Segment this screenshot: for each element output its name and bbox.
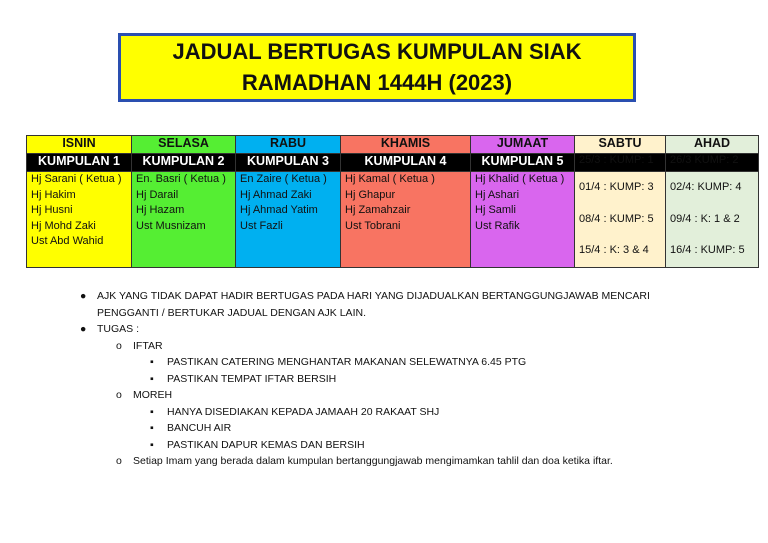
schedule-table	[26, 135, 759, 268]
title-line-2: RAMADHAN 1444H (2023)	[241, 70, 513, 95]
note-item	[80, 453, 650, 470]
square-bullet-icon: ▪	[150, 422, 154, 434]
group-3-name: KUMPULAN 3	[236, 154, 341, 172]
square-bullet-icon: ▪	[150, 405, 154, 418]
member: Hj Ghapur	[345, 188, 396, 201]
group-1-name: KUMPULAN 1	[27, 154, 132, 172]
ahad-date-2: 02/4: KUMP: 4	[670, 181, 742, 194]
note-text: PASTIKAN TEMPAT IFTAR BERSIH	[167, 372, 337, 385]
member: Hj Sarani ( Ketua )	[31, 173, 122, 185]
ahad-date-4: 16/4 : KUMP: 5	[670, 244, 745, 257]
day-selasa: SELASA	[132, 136, 236, 154]
member: En Zaire ( Ketua )	[240, 173, 327, 185]
member: Ust Abd Wahid	[31, 235, 104, 247]
days-row	[27, 136, 759, 154]
day-jumaat: JUMAAT	[471, 136, 575, 154]
note-item	[80, 387, 650, 404]
sabtu-date-1: 25/3 : KUMP: 1	[575, 154, 666, 172]
member: Hj Kamal ( Ketua )	[345, 173, 435, 185]
group-4-members	[341, 172, 471, 268]
day-sabtu: SABTU	[575, 136, 666, 154]
note-text: AJK YANG TIDAK DAPAT HADIR BERTUGAS PADA HARI YANG DIJADUALKAN BERTANGGUNGJAWAB MENCARI	[97, 290, 650, 302]
sabtu-dates	[575, 172, 666, 268]
note-text: PASTIKAN DAPUR KEMAS DAN BERSIH	[167, 438, 365, 451]
note-item	[80, 420, 650, 437]
bullet-icon: ●	[80, 290, 87, 302]
sabtu-date-3: 08/4 : KUMP: 5	[579, 212, 654, 225]
note-text: Setiap Imam yang berada dalam kumpulan bertanggungjawab mengimamkan tahlil dan doa ketika iftar.	[133, 455, 613, 467]
circle-bullet-icon: o	[116, 455, 122, 467]
member: Hj Darail	[136, 188, 179, 201]
group-2-name: KUMPULAN 2	[132, 154, 236, 172]
square-bullet-icon: ▪	[150, 438, 154, 451]
groups-row	[27, 154, 759, 172]
note-item	[80, 321, 650, 338]
bullet-icon: ●	[80, 323, 87, 335]
note-item	[80, 404, 650, 421]
day-isnin: ISNIN	[27, 136, 132, 154]
member: En. Basri ( Ketua )	[136, 173, 226, 185]
page-title	[118, 33, 636, 102]
member: Ust Musnizam	[136, 219, 206, 232]
group-1-members	[27, 172, 132, 268]
day-ahad: AHAD	[666, 136, 759, 154]
member: Hj Ahmad Yatim	[240, 204, 318, 216]
member: Ust Fazli	[240, 219, 283, 232]
square-bullet-icon: ▪	[150, 356, 154, 368]
day-khamis: KHAMIS	[341, 136, 471, 154]
note-item	[80, 338, 650, 355]
ahad-date-3: 09/4 : K: 1 & 2	[670, 212, 740, 225]
member: Hj Hakim	[31, 188, 76, 201]
group-5-members	[471, 172, 575, 268]
square-bullet-icon: ▪	[150, 372, 154, 385]
ahad-date-1: 26/3 KUMP: 2	[666, 154, 759, 172]
note-item	[80, 371, 650, 388]
member: Hj Ahmad Zaki	[240, 188, 312, 201]
member: Hj Zamahzair	[345, 204, 411, 216]
member: Hj Ashari	[475, 188, 520, 201]
group-3-members	[236, 172, 341, 268]
note-item	[80, 437, 650, 454]
circle-bullet-icon: o	[116, 339, 122, 352]
member: Hj Samli	[475, 204, 516, 216]
group-5-name: KUMPULAN 5	[471, 154, 575, 172]
member: Hj Husni	[31, 204, 73, 216]
note-text: BANCUH AIR	[167, 422, 232, 434]
note-text: PASTIKAN CATERING MENGHANTAR MAKANAN SELEWATNYA 6.45 PTG	[167, 356, 527, 368]
day-rabu: RABU	[236, 136, 341, 154]
member: Hj Mohd Zaki	[31, 219, 96, 232]
note-item	[80, 305, 650, 322]
sabtu-date-4: 15/4 : K: 3 & 4	[579, 244, 649, 257]
sabtu-date-2: 01/4 : KUMP: 3	[579, 181, 654, 194]
note-text: TUGAS :	[97, 323, 140, 335]
note-text: IFTAR	[133, 339, 163, 352]
notes-list	[80, 288, 650, 470]
group-4-name: KUMPULAN 4	[341, 154, 471, 172]
note-text: PENGGANTI / BERTUKAR JADUAL DENGAN AJK LAIN.	[97, 306, 366, 319]
note-text: HANYA DISEDIAKAN KEPADA JAMAAH 20 RAKAAT SHJ	[167, 405, 440, 418]
member: Ust Rafik	[475, 219, 520, 232]
note-text: MOREH	[133, 389, 173, 401]
member: Hj Hazam	[136, 204, 185, 216]
member: Hj Khalid ( Ketua )	[475, 173, 565, 185]
members-row	[27, 172, 759, 268]
title-line-1: JADUAL BERTUGAS KUMPULAN SIAK	[172, 39, 582, 64]
group-2-members	[132, 172, 236, 268]
note-item	[80, 288, 650, 305]
ahad-dates	[666, 172, 759, 268]
note-item	[80, 354, 650, 371]
member: Ust Tobrani	[345, 219, 401, 232]
circle-bullet-icon: o	[116, 389, 122, 401]
